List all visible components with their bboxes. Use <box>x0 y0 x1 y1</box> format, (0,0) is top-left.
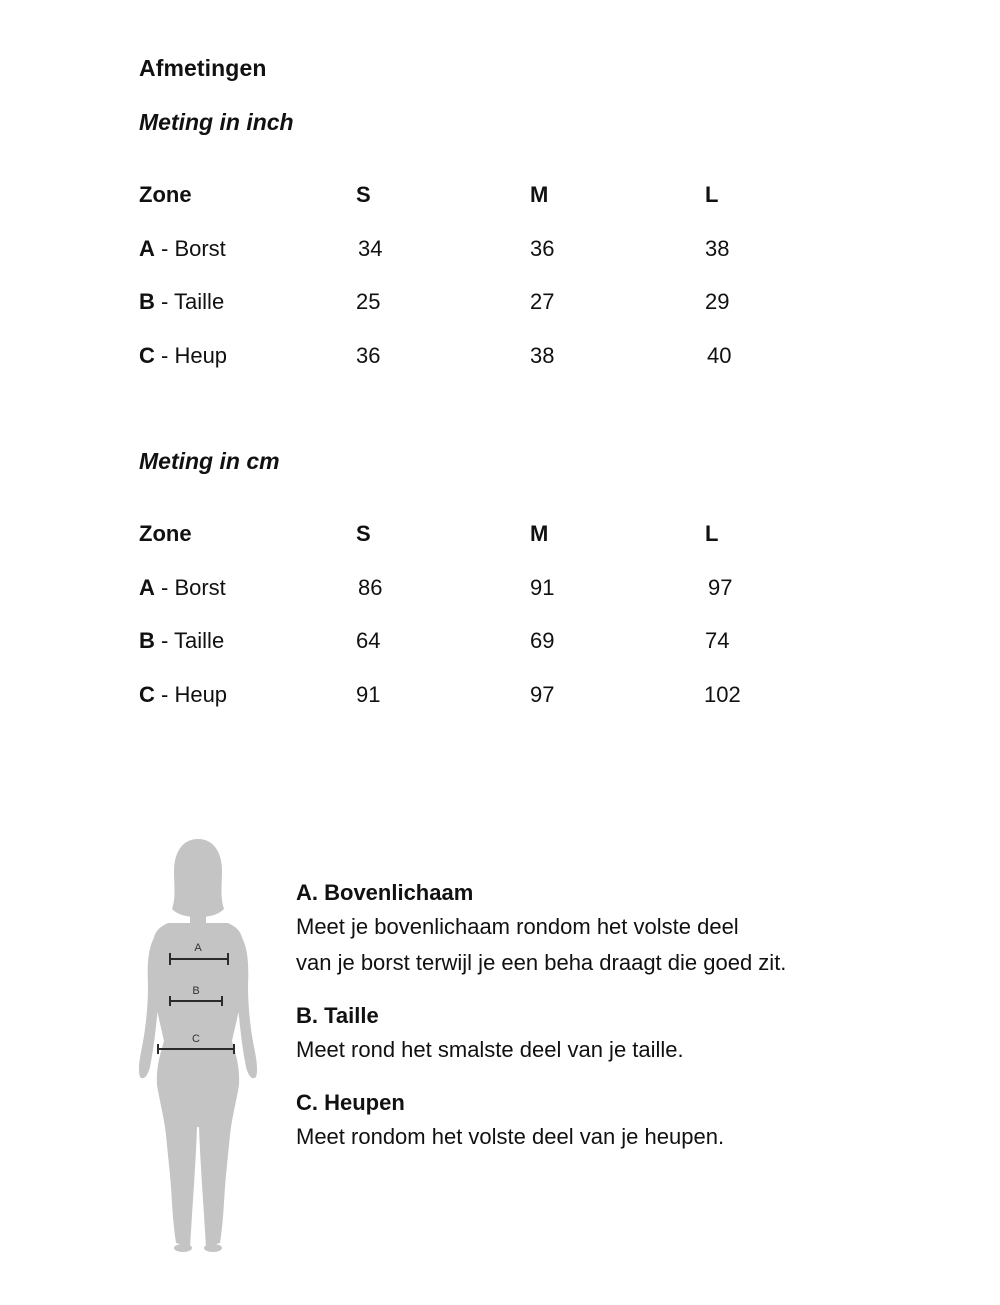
zone-letter: A <box>139 574 155 600</box>
zone-name: - Taille <box>154 628 225 653</box>
value-s: 34 <box>358 235 383 261</box>
zone-name: - Borst <box>154 574 226 600</box>
value-m: 38 <box>530 342 555 368</box>
guide-heading: C. Heupen <box>296 1090 405 1115</box>
section-title-cm: Meting in cm <box>139 448 280 474</box>
guide-text <box>296 1032 916 1068</box>
value-m: 36 <box>530 235 555 261</box>
zone-letter: B <box>139 628 155 653</box>
header-zone: Zone <box>139 182 192 207</box>
zone-label <box>139 628 224 654</box>
guide-item-bovenlichaam <box>296 876 916 981</box>
value-s: 86 <box>358 574 383 600</box>
value-s: 91 <box>356 681 381 707</box>
zone-label <box>139 236 226 262</box>
value-l: 74 <box>705 628 730 653</box>
table-row <box>139 628 779 682</box>
value-l: 97 <box>708 574 733 600</box>
zone-letter: B <box>139 289 155 314</box>
value-m: 97 <box>530 681 555 707</box>
value-s: 64 <box>356 628 381 653</box>
header-size-l: L <box>705 182 719 207</box>
header-size-m: M <box>530 521 549 546</box>
zone-label <box>139 682 227 708</box>
zone-name: - Heup <box>154 342 228 368</box>
guide-item-taille <box>296 999 916 1068</box>
measurement-guide <box>296 876 916 1173</box>
header-zone: Zone <box>139 521 192 546</box>
size-table-inch <box>139 182 779 396</box>
body-silhouette-icon <box>134 835 262 1255</box>
table-row <box>139 289 779 343</box>
table-row <box>139 343 779 397</box>
value-l: 40 <box>707 342 732 368</box>
guide-heading: B. Taille <box>296 1003 379 1028</box>
guide-text <box>296 909 916 981</box>
value-m: 91 <box>530 574 555 600</box>
zone-label <box>139 289 224 315</box>
header-size-m: M <box>530 182 549 207</box>
zone-letter: C <box>139 681 155 707</box>
table-row <box>139 236 779 290</box>
section-title-inch: Meting in inch <box>139 109 294 135</box>
guide-line: Meet je bovenlichaam rondom het volste deel <box>296 914 739 939</box>
header-size-s: S <box>356 182 371 207</box>
zone-label <box>139 343 227 369</box>
figure-label-b: B <box>192 985 200 997</box>
guide-text <box>296 1119 916 1155</box>
guide-line: Meet rond het smalste deel van je taille. <box>296 1037 684 1062</box>
zone-name: - Taille <box>154 289 225 314</box>
table-row <box>139 682 779 736</box>
size-table-cm <box>139 521 779 735</box>
value-m: 69 <box>530 628 555 653</box>
value-s: 25 <box>356 289 381 314</box>
table-row <box>139 575 779 629</box>
guide-item-heupen <box>296 1086 916 1155</box>
body-figure <box>134 835 262 1255</box>
value-l: 38 <box>705 235 730 261</box>
zone-letter: A <box>139 235 155 261</box>
guide-line: Meet rondom het volste deel van je heupen. <box>296 1124 725 1149</box>
figure-label-a: A <box>194 942 202 954</box>
zone-letter: C <box>139 342 155 368</box>
value-s: 36 <box>356 342 381 368</box>
value-l: 29 <box>705 289 730 314</box>
value-l: 102 <box>704 681 741 707</box>
guide-line: van je borst terwijl je een beha draagt die goed zit. <box>296 950 787 975</box>
guide-heading: A. Bovenlichaam <box>296 880 474 905</box>
zone-name: - Borst <box>154 235 226 261</box>
table-header-row <box>139 182 779 236</box>
page-title: Afmetingen <box>139 55 267 81</box>
value-m: 27 <box>530 289 555 314</box>
table-header-row <box>139 521 779 575</box>
header-size-l: L <box>705 521 719 546</box>
header-size-s: S <box>356 521 371 546</box>
figure-label-c: C <box>192 1033 200 1045</box>
zone-name: - Heup <box>154 681 228 707</box>
zone-label <box>139 575 226 601</box>
